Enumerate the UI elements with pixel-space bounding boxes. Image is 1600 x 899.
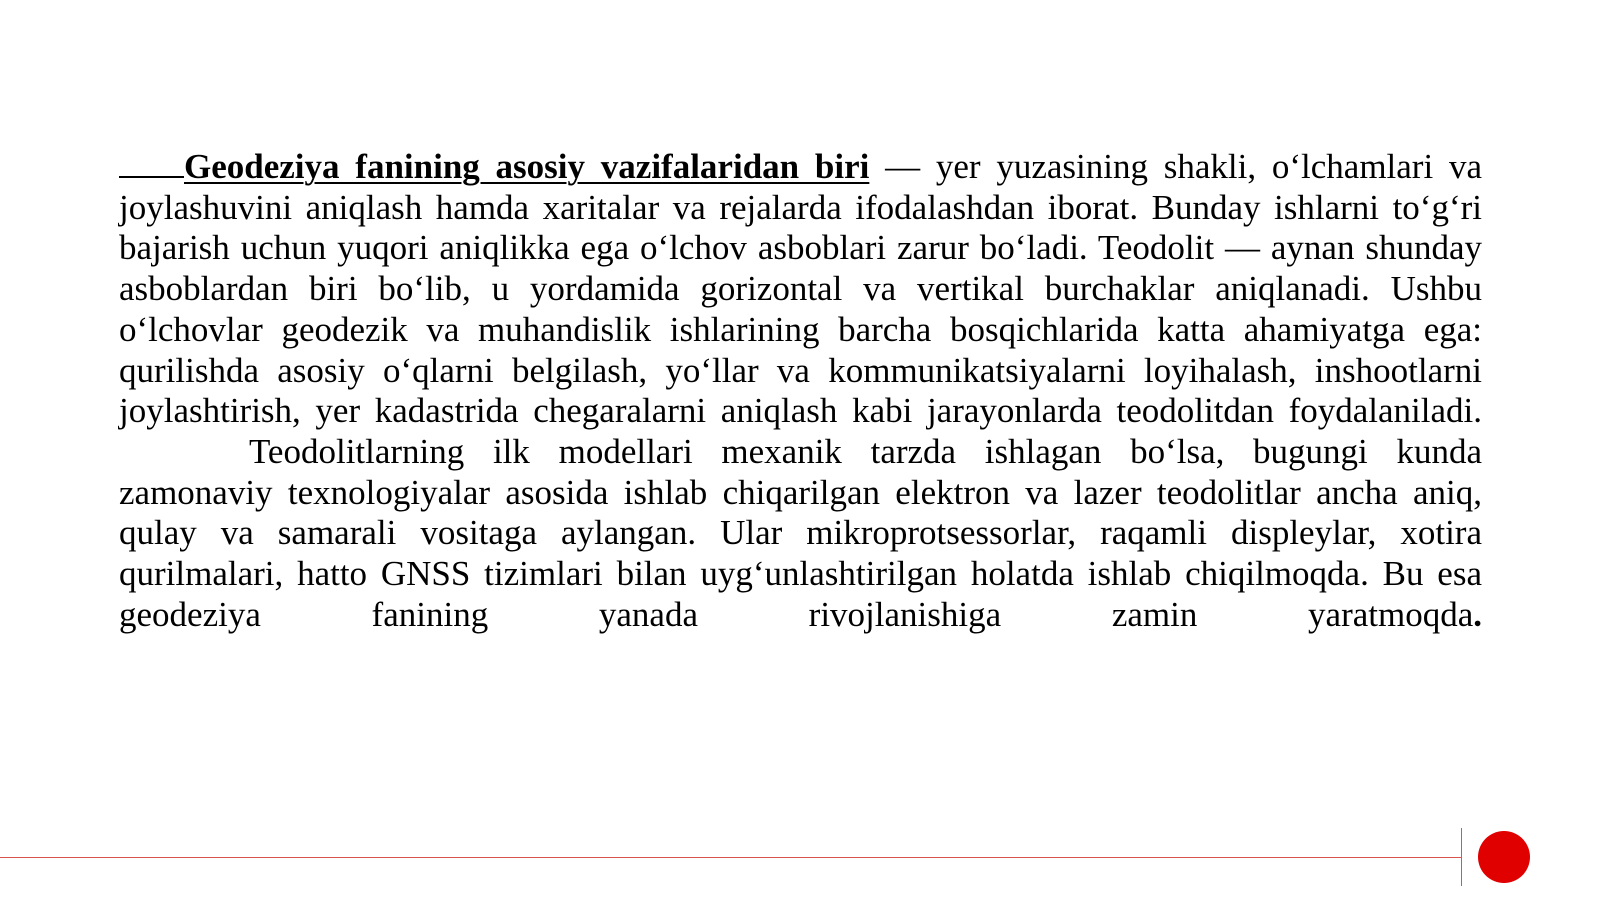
paragraph-2 — [119, 432, 1482, 636]
paragraph-1-body: — yer yuzasining shakli, oʻlchamlari va joylashuvini aniqlash hamda xaritalar va rejalarda ifodalashdan iborat. Bunday ishlarni toʻgʻri bajarish uchun yuqori aniqlikka ega oʻlchov asboblari zarur boʻladi. Teodolit — aynan shunday asboblardan biri boʻlib, u yordamida gorizontal va vertikal burchaklar aniqlanadi. Ushbu oʻlchovlar geodezik va muhandislik ishlarining barcha bosqichlarida katta ahamiyatga ega: qurilishda asosiy oʻqlarni belgilash, yoʻllar va kommunikatsiyalarni loyihalash, inshootlarni joylashtirish, yer kadastrida chegaralarni aniqlash kabi jarayonlarda teodolitdan foydalaniladi. — [119, 147, 1482, 431]
slide-text — [119, 147, 1482, 635]
paragraph-2-body: Teodolitlarning ilk modellari mexanik tarzda ishlagan boʻlsa, bugungi kunda zamonaviy texnologiyalar asosida ishlab chiqarilgan elektron va lazer teodolitlar ancha aniq, qulay va samarali vositaga aylangan. Ular mikroprotsessorlar, raqamli displeylar, xotira qurilmalari, hatto GNSS tizimlari bilan uygʻunlashtirilgan holatda ishlab chiqilmoqda. Bu esa geodeziya fanining yanada rivojlanishiga zamin yaratmoqda — [119, 431, 1482, 634]
footer-divider-line — [0, 857, 1462, 858]
footer-vertical-divider — [1461, 828, 1462, 886]
lead-underline-gap — [119, 147, 184, 178]
paragraph-2-final-mark: . — [1473, 594, 1482, 634]
lead-phrase: Geodeziya fanining asosiy vazifalaridan biri — [184, 147, 870, 186]
paragraph-1 — [119, 147, 1482, 432]
footer-red-circle-icon — [1478, 831, 1530, 883]
